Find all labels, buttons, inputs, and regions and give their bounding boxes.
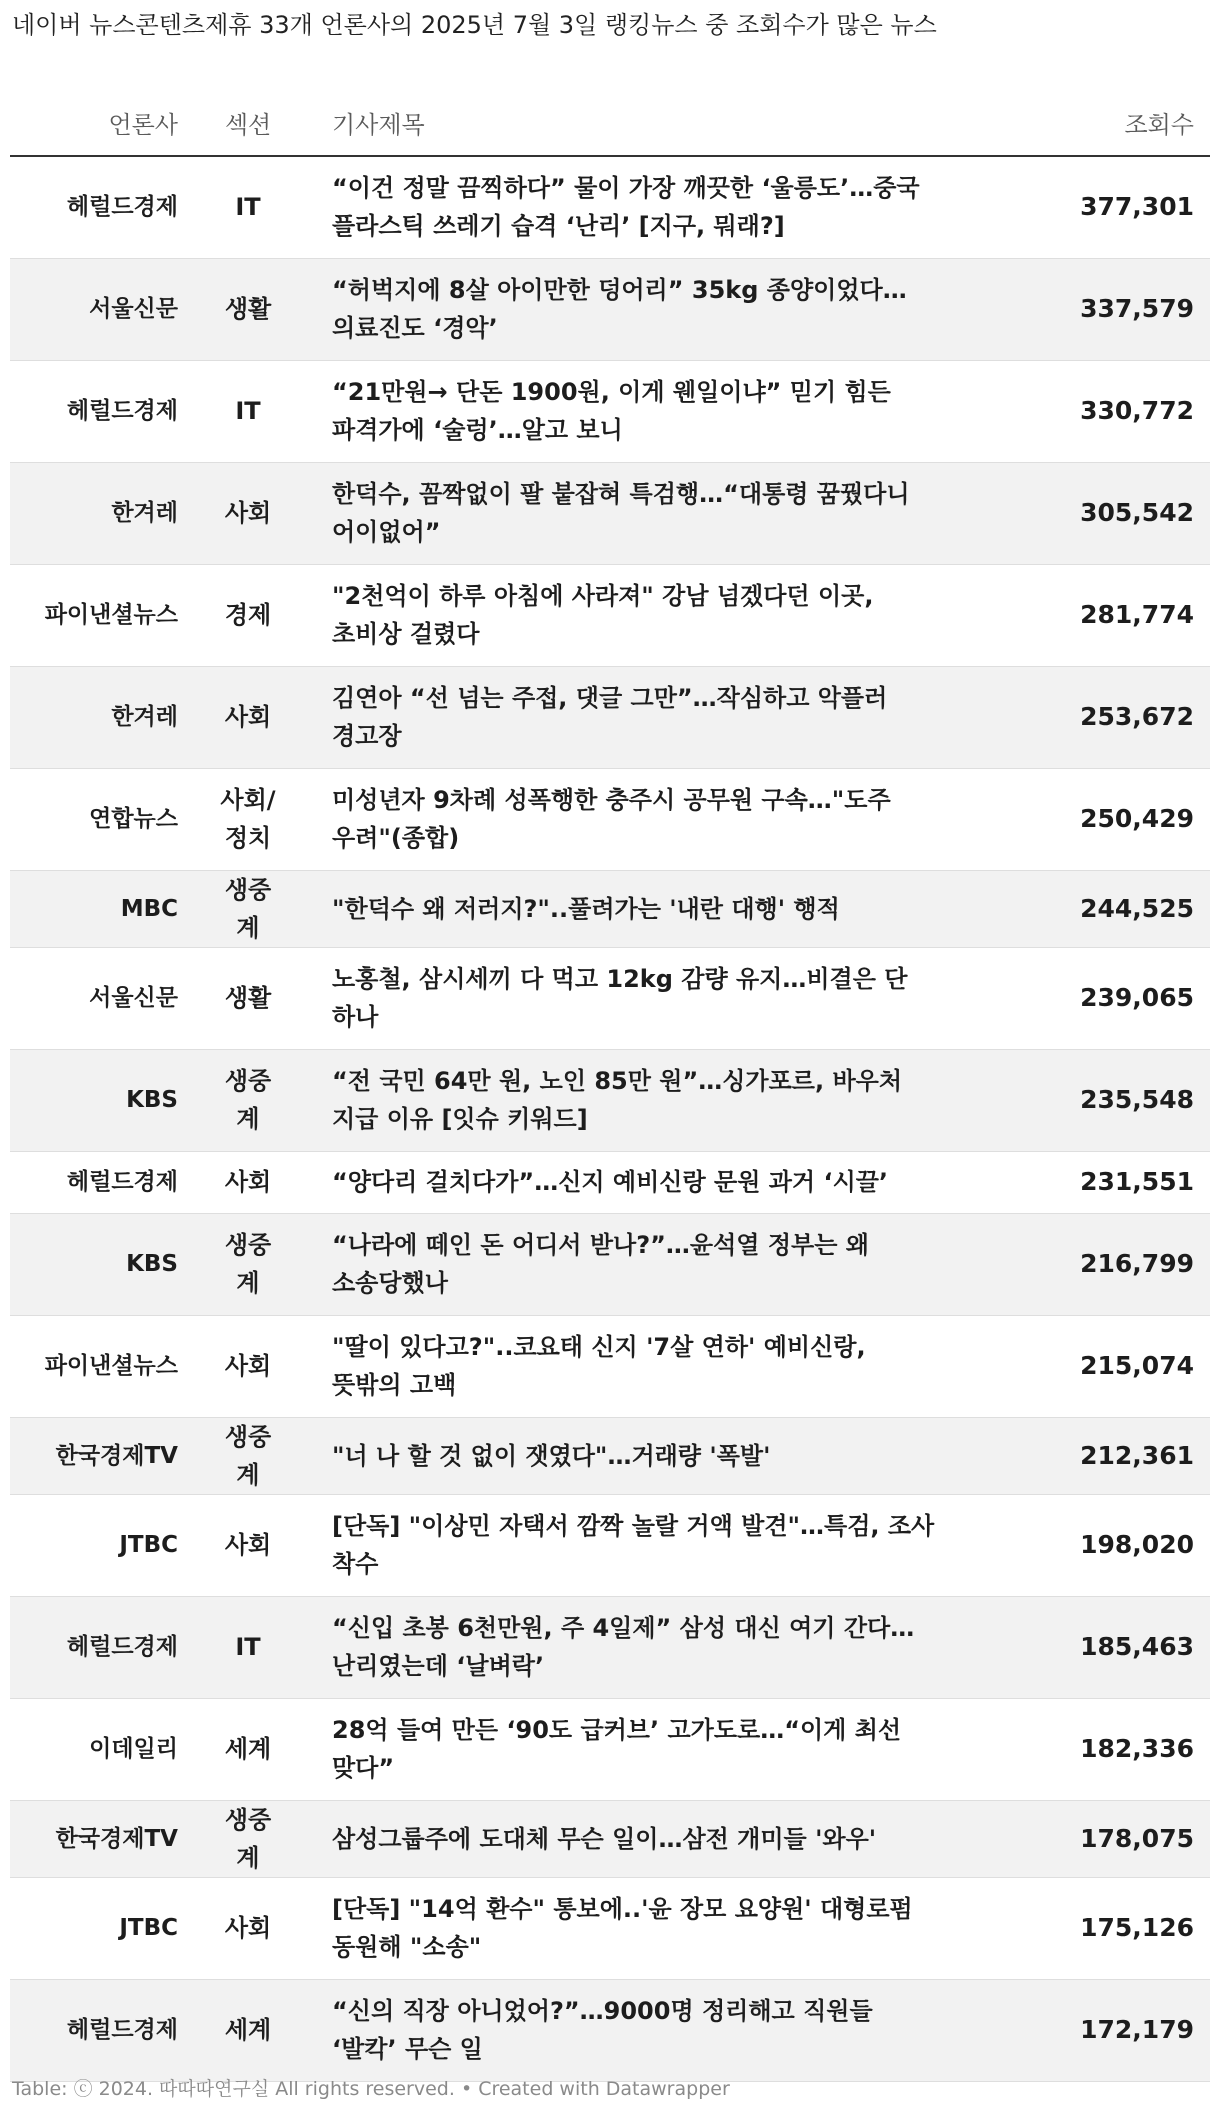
press-cell: MBC (10, 870, 180, 947)
section-cell: 세계 (180, 1698, 316, 1800)
header-row (10, 89, 1210, 156)
press-cell: 서울신문 (10, 947, 180, 1049)
press-cell: JTBC (10, 1877, 180, 1979)
headline-cell: "한덕수 왜 저러지?"..풀려가는 '내란 대행' 행적 (316, 870, 956, 947)
views-cell: 231,551 (956, 1151, 1210, 1213)
table-row (10, 1494, 1210, 1596)
headline-cell: "2천억이 하루 아침에 사라져" 강남 넘겠다던 이곳, 초비상 걸렸다 (316, 564, 956, 666)
table-row (10, 1151, 1210, 1213)
table-row (10, 870, 1210, 947)
table-row (10, 1596, 1210, 1698)
section-cell: 생활 (180, 947, 316, 1049)
news-ranking-table (10, 89, 1210, 2082)
views-cell: 215,074 (956, 1315, 1210, 1417)
views-cell: 244,525 (956, 870, 1210, 947)
table-row (10, 1213, 1210, 1315)
section-cell: IT (180, 1596, 316, 1698)
views-cell: 281,774 (956, 564, 1210, 666)
headline-cell: “나라에 떼인 돈 어디서 받나?”…윤석열 정부는 왜 소송당했나 (316, 1213, 956, 1315)
press-cell: 한국경제TV (10, 1800, 180, 1877)
table-row (10, 1417, 1210, 1494)
section-cell: 사회/정치 (180, 768, 316, 870)
press-cell: 헤럴드경제 (10, 1979, 180, 2081)
views-cell: 239,065 (956, 947, 1210, 1049)
headline-cell: 삼성그룹주에 도대체 무슨 일이…삼전 개미들 '와우' (316, 1800, 956, 1877)
section-cell: 생중계 (180, 870, 316, 947)
views-cell: 337,579 (956, 258, 1210, 360)
section-cell: 사회 (180, 666, 316, 768)
section-cell: 사회 (180, 1877, 316, 1979)
section-cell: 생중계 (180, 1049, 316, 1151)
table-row (10, 258, 1210, 360)
headline-cell: 한덕수, 꼼짝없이 팔 붙잡혀 특검행…“대통령 꿈꿨다니 어이없어” (316, 462, 956, 564)
views-cell: 185,463 (956, 1596, 1210, 1698)
table-row (10, 1315, 1210, 1417)
section-cell: 생중계 (180, 1417, 316, 1494)
press-cell: 한겨레 (10, 666, 180, 768)
headline-cell: [단독] "이상민 자택서 깜짝 놀랄 거액 발견"…특검, 조사 착수 (316, 1494, 956, 1596)
section-cell: IT (180, 156, 316, 258)
table-row (10, 1698, 1210, 1800)
headline-cell: [단독] "14억 환수" 통보에..'윤 장모 요양원' 대형로펌 동원해 "소송" (316, 1877, 956, 1979)
press-cell: KBS (10, 1213, 180, 1315)
table-title: 네이버 뉴스콘텐츠제휴 33개 언론사의 2025년 7월 3일 랭킹뉴스 중 조회수가 많은 뉴스 (12, 11, 937, 39)
section-cell: 사회 (180, 1151, 316, 1213)
views-cell: 377,301 (956, 156, 1210, 258)
views-cell: 250,429 (956, 768, 1210, 870)
press-cell: 이데일리 (10, 1698, 180, 1800)
section-cell: 사회 (180, 1494, 316, 1596)
views-cell: 172,179 (956, 1979, 1210, 2081)
press-cell: 한국경제TV (10, 1417, 180, 1494)
table-body (10, 156, 1210, 2081)
headline-cell: “전 국민 64만 원, 노인 85만 원”…싱가포르, 바우처 지급 이유 [잇슈 키워드] (316, 1049, 956, 1151)
headline-cell: "딸이 있다고?"..코요태 신지 '7살 연하' 예비신랑, 뜻밖의 고백 (316, 1315, 956, 1417)
views-cell: 216,799 (956, 1213, 1210, 1315)
table-row (10, 564, 1210, 666)
press-cell: 파이낸셜뉴스 (10, 564, 180, 666)
headline-cell: 노홍철, 삼시세끼 다 먹고 12kg 감량 유지…비결은 단 하나 (316, 947, 956, 1049)
press-cell: 헤럴드경제 (10, 1151, 180, 1213)
table-row (10, 768, 1210, 870)
headline-cell: “신입 초봉 6천만원, 주 4일제” 삼성 대신 여기 간다…난리였는데 ‘날벼락’ (316, 1596, 956, 1698)
section-cell: 생중계 (180, 1213, 316, 1315)
press-cell: 연합뉴스 (10, 768, 180, 870)
press-cell: 한겨레 (10, 462, 180, 564)
table-row (10, 666, 1210, 768)
press-cell: 파이낸셜뉴스 (10, 1315, 180, 1417)
press-cell: 헤럴드경제 (10, 156, 180, 258)
table-row (10, 462, 1210, 564)
table-row (10, 1800, 1210, 1877)
column-header-press[interactable]: 언론사 (10, 89, 180, 156)
table-row (10, 360, 1210, 462)
section-cell: 생중계 (180, 1800, 316, 1877)
column-header-headline[interactable]: 기사제목 (316, 89, 956, 156)
column-header-views[interactable]: 조회수 (956, 89, 1210, 156)
press-cell: 서울신문 (10, 258, 180, 360)
section-cell: 사회 (180, 462, 316, 564)
press-cell: KBS (10, 1049, 180, 1151)
headline-cell: “이건 정말 끔찍하다” 물이 가장 깨끗한 ‘울릉도’…중국 플라스틱 쓰레기 습격 ‘난리’ [지구, 뭐래?] (316, 156, 956, 258)
headline-cell: 미성년자 9차례 성폭행한 충주시 공무원 구속…"도주 우려"(종합) (316, 768, 956, 870)
headline-cell: 김연아 “선 넘는 주접, 댓글 그만”…작심하고 악플러 경고장 (316, 666, 956, 768)
column-header-section[interactable]: 섹션 (180, 89, 316, 156)
headline-cell: “양다리 걸치다가”…신지 예비신랑 문원 과거 ‘시끌’ (316, 1151, 956, 1213)
section-cell: 세계 (180, 1979, 316, 2081)
views-cell: 253,672 (956, 666, 1210, 768)
table-footer: Table: ⓒ 2024. 따따따연구실 All rights reserved. • Created with Datawrapper (12, 2078, 730, 2100)
section-cell: 생활 (180, 258, 316, 360)
headline-cell: "너 나 할 것 없이 잿였다"…거래량 '폭발' (316, 1417, 956, 1494)
headline-cell: 28억 들여 만든 ‘90도 급커브’ 고가도로…“이게 최선 맞다” (316, 1698, 956, 1800)
views-cell: 182,336 (956, 1698, 1210, 1800)
views-cell: 305,542 (956, 462, 1210, 564)
views-cell: 235,548 (956, 1049, 1210, 1151)
section-cell: 경제 (180, 564, 316, 666)
headline-cell: “21만원→ 단돈 1900원, 이게 웬일이냐” 믿기 힘든 파격가에 ‘술렁’…알고 보니 (316, 360, 956, 462)
table-row (10, 156, 1210, 258)
table-row (10, 1877, 1210, 1979)
table-row (10, 947, 1210, 1049)
views-cell: 178,075 (956, 1800, 1210, 1877)
press-cell: JTBC (10, 1494, 180, 1596)
table-row (10, 1049, 1210, 1151)
section-cell: 사회 (180, 1315, 316, 1417)
views-cell: 175,126 (956, 1877, 1210, 1979)
views-cell: 330,772 (956, 360, 1210, 462)
views-cell: 198,020 (956, 1494, 1210, 1596)
press-cell: 헤럴드경제 (10, 360, 180, 462)
table-row (10, 1979, 1210, 2081)
views-cell: 212,361 (956, 1417, 1210, 1494)
press-cell: 헤럴드경제 (10, 1596, 180, 1698)
headline-cell: “허벅지에 8살 아이만한 덩어리” 35kg 종양이었다…의료진도 ‘경악’ (316, 258, 956, 360)
section-cell: IT (180, 360, 316, 462)
headline-cell: “신의 직장 아니었어?”…9000명 정리해고 직원들 ‘발칵’ 무슨 일 (316, 1979, 956, 2081)
